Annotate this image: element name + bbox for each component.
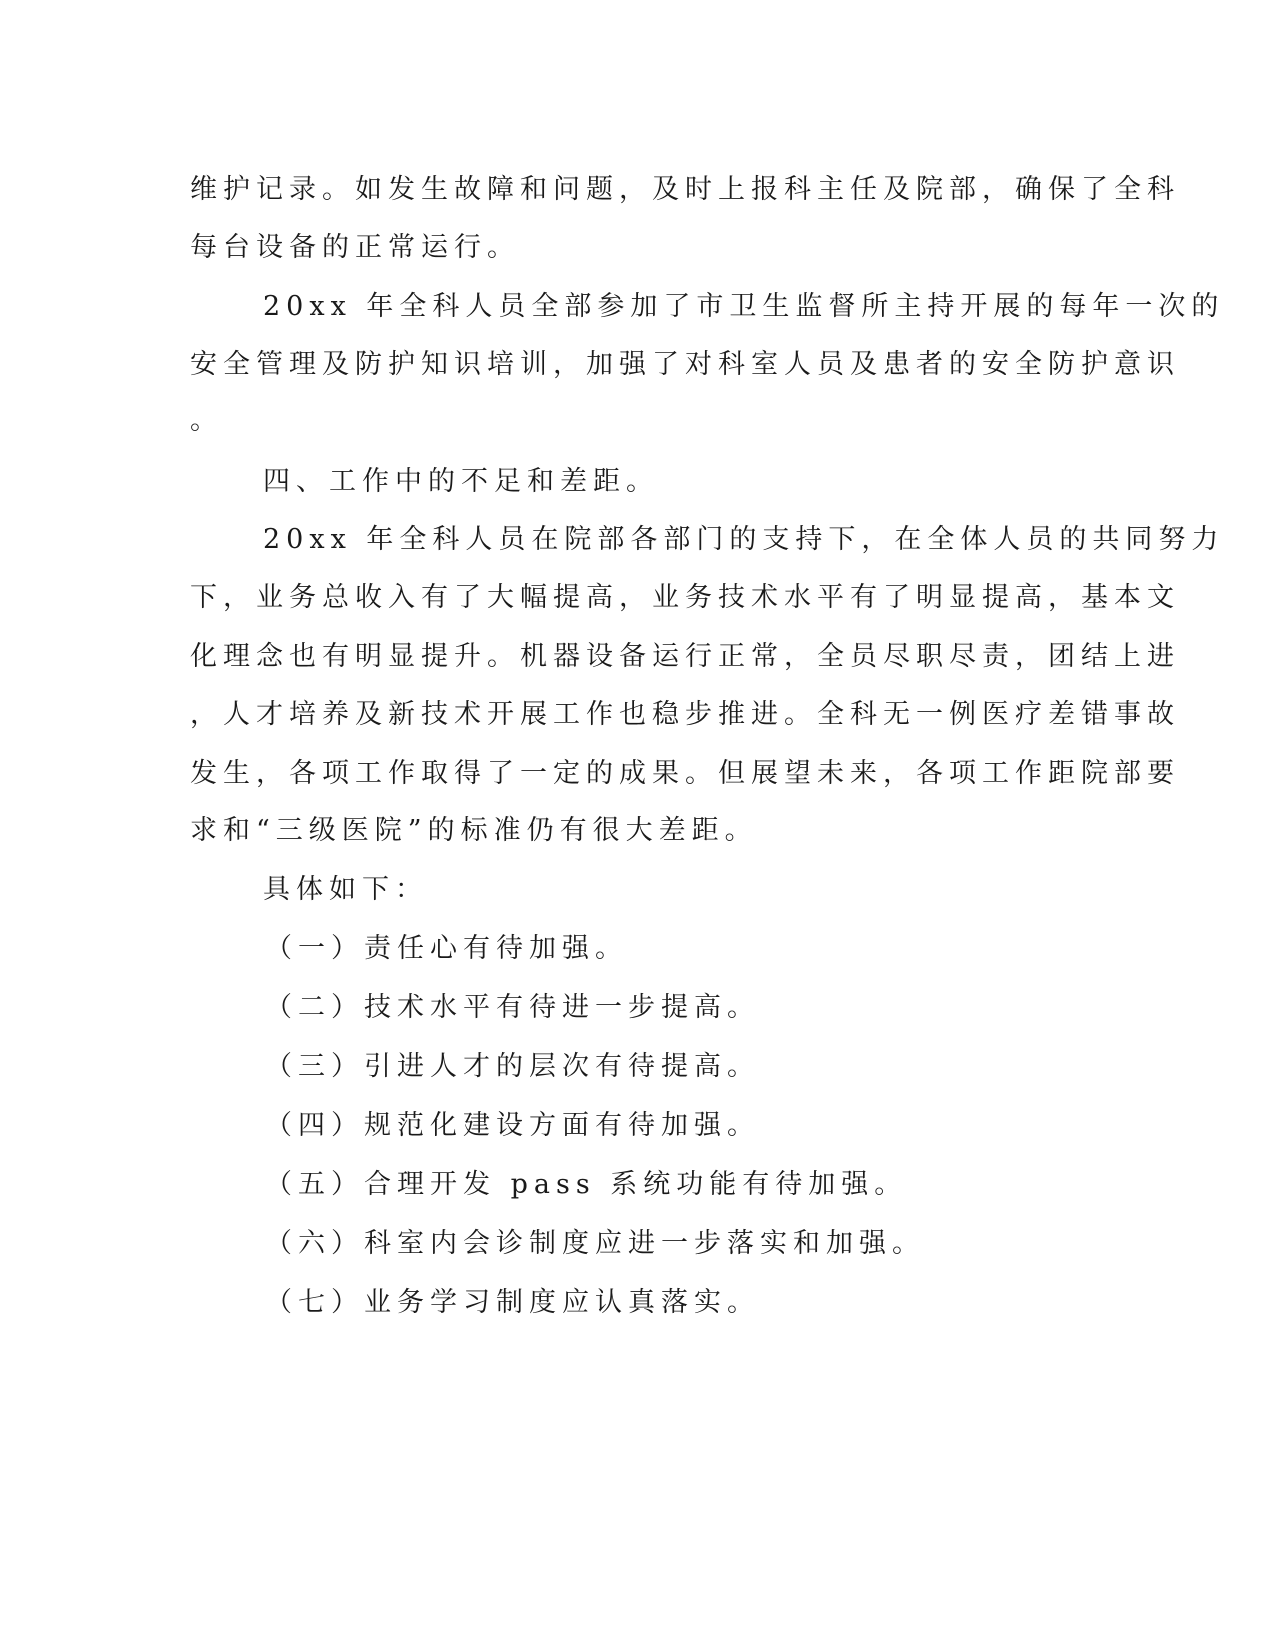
section-heading: 四、工作中的不足和差距。 xyxy=(263,466,659,497)
text-line: 。 xyxy=(190,405,223,436)
paragraph-start-line: 20xx 年全科人员全部参加了市卫生监督所主持开展的每年一次的 xyxy=(263,291,1225,322)
text-line: 发生，各项工作取得了一定的成果。但展望未来，各项工作距院部要 xyxy=(190,758,1180,789)
list-intro: 具体如下： xyxy=(263,874,428,905)
list-item: （五）合理开发 pass 系统功能有待加强。 xyxy=(265,1169,908,1200)
text-line: ，人才培养及新技术开展工作也稳步推进。全科无一例医疗差错事故 xyxy=(190,699,1180,730)
list-item: （一）责任心有待加强。 xyxy=(265,933,628,964)
list-item: （二）技术水平有待进一步提高。 xyxy=(265,992,760,1023)
text-line: 求和“三级医院”的标准仍有很大差距。 xyxy=(190,815,758,846)
text-line: 维护记录。如发生故障和问题，及时上报科主任及院部，确保了全科 xyxy=(190,174,1180,205)
list-item: （六）科室内会诊制度应进一步落实和加强。 xyxy=(265,1228,925,1259)
list-item: （三）引进人才的层次有待提高。 xyxy=(265,1051,760,1082)
text-line: 下，业务总收入有了大幅提高，业务技术水平有了明显提高，基本文 xyxy=(190,582,1180,613)
text-line: 每台设备的正常运行。 xyxy=(190,232,520,263)
paragraph-start-line: 20xx 年全科人员在院部各部门的支持下，在全体人员的共同努力 xyxy=(263,524,1225,555)
text-line: 安全管理及防护知识培训，加强了对科室人员及患者的安全防护意识 xyxy=(190,349,1180,380)
list-item: （七）业务学习制度应认真落实。 xyxy=(265,1287,760,1318)
list-item: （四）规范化建设方面有待加强。 xyxy=(265,1110,760,1141)
text-line: 化理念也有明显提升。机器设备运行正常，全员尽职尽责，团结上进 xyxy=(190,641,1180,672)
